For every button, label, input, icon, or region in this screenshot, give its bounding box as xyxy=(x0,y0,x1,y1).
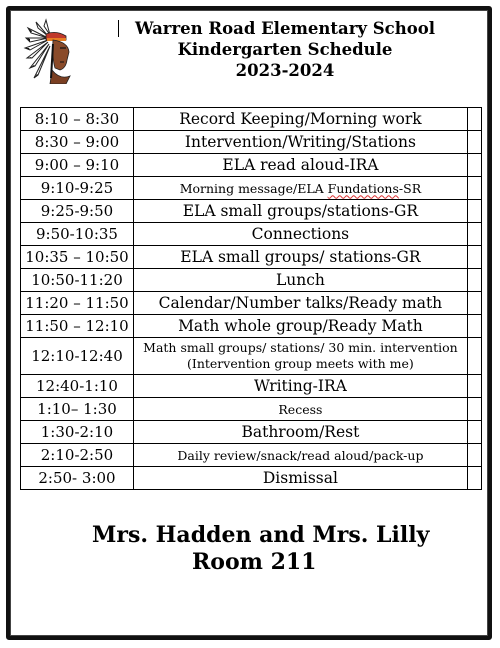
table-row xyxy=(21,292,482,315)
school-name: Warren Road Elementary School xyxy=(120,18,450,39)
time-cell: 1:10– 1:30 xyxy=(21,398,134,421)
activity-cell: ELA read aloud-IRA xyxy=(133,154,467,177)
activity-cell xyxy=(133,338,467,375)
teacher-footer xyxy=(92,522,432,576)
time-cell: 2:50- 3:00 xyxy=(21,467,134,490)
activity-line-1: Math small groups/ stations/ 30 min. intervention xyxy=(143,340,458,355)
schedule-title: Kindergarten Schedule xyxy=(177,40,393,59)
table-row xyxy=(21,315,482,338)
activity-cell: ELA small groups/stations-GR xyxy=(133,200,467,223)
activity-line-2: (Intervention group meets with me) xyxy=(187,356,414,371)
native-headdress-icon xyxy=(22,18,76,84)
activity-suffix: -SR xyxy=(398,180,422,196)
spellcheck-word: Fundations xyxy=(327,180,399,196)
activity-cell: Record Keeping/Morning work xyxy=(133,108,467,131)
time-cell: 9:00 – 9:10 xyxy=(21,154,134,177)
activity-cell: Bathroom/Rest xyxy=(133,421,467,444)
activity-cell: Lunch xyxy=(133,269,467,292)
time-cell: 11:20 – 11:50 xyxy=(21,292,134,315)
time-cell: 2:10-2:50 xyxy=(21,444,134,467)
table-row xyxy=(21,177,482,200)
table-row xyxy=(21,154,482,177)
blank-cell xyxy=(467,200,481,223)
blank-cell xyxy=(467,315,481,338)
activity-cell: Math whole group/Ready Math xyxy=(133,315,467,338)
time-cell: 9:25-9:50 xyxy=(21,200,134,223)
time-cell: 10:35 – 10:50 xyxy=(21,246,134,269)
activity-cell: Intervention/Writing/Stations xyxy=(133,131,467,154)
activity-cell: Dismissal xyxy=(133,467,467,490)
table-row xyxy=(21,338,482,375)
blank-cell xyxy=(467,338,481,375)
time-cell: 11:50 – 12:10 xyxy=(21,315,134,338)
teacher-names: Mrs. Hadden and Mrs. Lilly xyxy=(92,522,430,548)
blank-cell xyxy=(467,177,481,200)
blank-cell xyxy=(467,444,481,467)
time-cell: 12:40-1:10 xyxy=(21,375,134,398)
blank-cell xyxy=(467,223,481,246)
time-cell: 8:10 – 8:30 xyxy=(21,108,134,131)
table-row xyxy=(21,421,482,444)
table-row xyxy=(21,467,482,490)
blank-cell xyxy=(467,421,481,444)
activity-cell xyxy=(133,177,467,200)
blank-cell xyxy=(467,398,481,421)
activity-cell: Recess xyxy=(133,398,467,421)
time-cell: 12:10-12:40 xyxy=(21,338,134,375)
activity-cell: Writing-IRA xyxy=(133,375,467,398)
activity-cell: Calendar/Number talks/Ready math xyxy=(133,292,467,315)
time-cell: 8:30 – 9:00 xyxy=(21,131,134,154)
time-cell: 9:50-10:35 xyxy=(21,223,134,246)
school-year: 2023-2024 xyxy=(235,61,335,80)
activity-cell: ELA small groups/ stations-GR xyxy=(133,246,467,269)
table-row xyxy=(21,131,482,154)
activity-text: Morning message/ELA xyxy=(179,180,328,196)
blank-cell xyxy=(467,269,481,292)
activity-cell: Daily review/snack/read aloud/pack-up xyxy=(133,444,467,467)
time-cell: 10:50-11:20 xyxy=(21,269,134,292)
room-number: Room 211 xyxy=(192,549,317,575)
table-row xyxy=(21,269,482,292)
table-row xyxy=(21,444,482,467)
schedule-table xyxy=(20,107,482,490)
blank-cell xyxy=(467,131,481,154)
table-row xyxy=(21,246,482,269)
blank-cell xyxy=(467,467,481,490)
blank-cell xyxy=(467,375,481,398)
table-row xyxy=(21,108,482,131)
blank-cell xyxy=(467,108,481,131)
table-row xyxy=(21,398,482,421)
school-header xyxy=(120,18,450,81)
time-cell: 1:30-2:10 xyxy=(21,421,134,444)
blank-cell xyxy=(467,154,481,177)
activity-cell: Connections xyxy=(133,223,467,246)
table-row xyxy=(21,223,482,246)
time-cell: 9:10-9:25 xyxy=(21,177,134,200)
blank-cell xyxy=(467,246,481,269)
table-row xyxy=(21,375,482,398)
blank-cell xyxy=(467,292,481,315)
table-row xyxy=(21,200,482,223)
